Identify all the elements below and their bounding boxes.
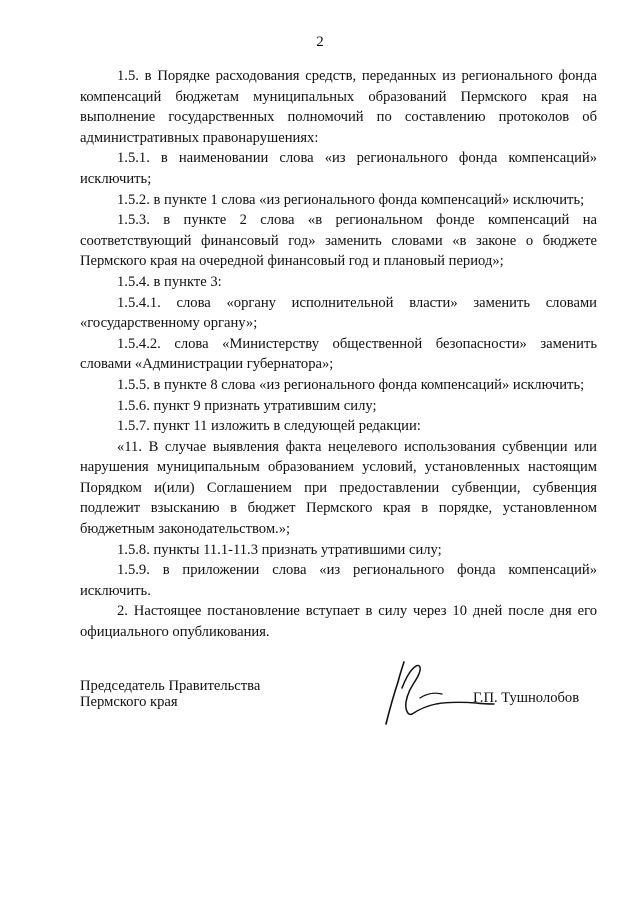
quoted-clause-11: «11. В случае выявления факта нецелевого использования субвенции или нарушения муниципальным образованием условий, установленных настоящим Порядком и(или) Соглашением при предоставлении субвенции, субвенция подлежит взысканию в бюджет Пермского края в порядке, установленном бюджетным законодательством.»; <box>80 438 597 538</box>
signature-block <box>80 678 600 738</box>
paragraph-1-5-2: 1.5.2. в пункте 1 слова «из регионального фонда компенсаций» исключить; <box>117 191 585 208</box>
signatory-title-line2: Пермского края <box>80 694 178 710</box>
paragraph-1-5-8: 1.5.8. пункты 11.1-11.3 признать утратившими силу; <box>117 541 442 558</box>
signatory-name: Г.П. Тушнолобов <box>473 690 580 706</box>
paragraph-1-5-5: 1.5.5. в пункте 8 слова «из регионального фонда компенсаций» исключить; <box>117 376 585 393</box>
paragraph-1-5-4: 1.5.4. в пункте 3: <box>117 273 222 290</box>
document-body <box>80 66 597 643</box>
paragraph-1-5-1: 1.5.1. в наименовании слова «из регионального фонда компенсаций» исключить; <box>80 150 597 187</box>
signatory-title <box>80 678 260 710</box>
page-number: 2 <box>316 34 324 50</box>
paragraph-1-5-6: 1.5.6. пункт 9 признать утратившим силу; <box>117 397 377 414</box>
paragraph-2: 2. Настоящее постановление вступает в силу через 10 дней после дня его официального опубликования. <box>80 603 597 641</box>
paragraph-1-5: 1.5. в Порядке расходования средств, переданных из регионального фонда компенсаций бюджетам муниципальных образований Пермского края на выполнение государственных полномочий по составлению протоколов об административных правонарушениях: <box>80 68 597 146</box>
paragraph-1-5-4-1: 1.5.4.1. слова «органу исполнительной власти» заменить словами «государственному органу»; <box>80 294 597 332</box>
paragraph-1-5-3: 1.5.3. в пункте 2 слова «в региональном фонде компенсаций на соответствующий финансовый год» заменить словами «в законе о бюджете Пермского края на очередной финансовый год и плановый период»; <box>80 212 597 270</box>
paragraph-1-5-7: 1.5.7. пункт 11 изложить в следующей редакции: <box>117 418 421 435</box>
signatory-title-line1: Председатель Правительства <box>80 678 261 694</box>
paragraph-1-5-4-2: 1.5.4.2. слова «Министерству общественной безопасности» заменить словами «Администрации губернатора»; <box>80 335 597 373</box>
paragraph-1-5-9: 1.5.9. в приложении слова «из регионального фонда компенсаций» исключить. <box>80 562 597 599</box>
